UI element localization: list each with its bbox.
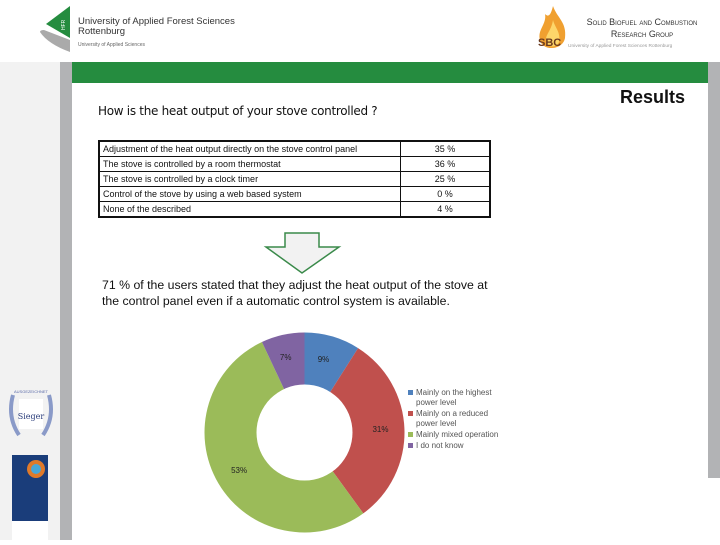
university-subtitle: University of Applied Sciences [78, 42, 145, 48]
table-row [99, 172, 490, 187]
hfr-logo-icon [38, 4, 78, 52]
university-name: University of Applied Forest Sciences Rottenburg [78, 16, 235, 37]
legend-swatch [408, 432, 413, 437]
answer-label: The stove is controlled by a clock timer [99, 172, 401, 187]
summary-text: 71 % of the users stated that they adjust the heat output of the stove at the control panel even if a automatic control system is available. [102, 278, 488, 308]
education-award-badge [12, 455, 48, 540]
legend-swatch [408, 390, 413, 395]
legend-item: Mainly on the highest power level [408, 388, 508, 408]
legend-item: I do not know [408, 441, 508, 451]
flame-icon [535, 4, 571, 56]
answer-label: Adjustment of the heat output directly on the stove control panel [99, 141, 401, 157]
research-group-name: Solid Biofuel and Combustion Research Group [586, 17, 698, 39]
legend-item: Mainly mixed operation [408, 430, 508, 440]
answer-label: None of the described [99, 202, 401, 218]
answer-value: 35 % [401, 141, 491, 157]
slice-label: 31% [372, 425, 389, 435]
table-row [99, 141, 490, 157]
slice-label: 53% [231, 466, 248, 476]
answer-value: 0 % [401, 187, 491, 202]
left-gray-bar [60, 62, 72, 540]
answer-value: 36 % [401, 157, 491, 172]
answer-value: 25 % [401, 172, 491, 187]
answer-value: 4 % [401, 202, 491, 218]
svg-text:AUSGEZEICHNET: AUSGEZEICHNET [13, 389, 49, 394]
legend-item: Mainly on a reduced power level [408, 409, 508, 429]
answer-label: Control of the stove by using a web based system [99, 187, 401, 202]
research-group-subtitle: University of Applied Forest Sciences Rottenburg [568, 44, 673, 49]
answers-table [98, 140, 491, 218]
svg-text:Sieger: Sieger [17, 412, 45, 421]
slice-label: 9% [317, 354, 330, 364]
table-row [99, 187, 490, 202]
down-arrow-icon [263, 231, 343, 275]
answer-label: The stove is controlled by a room thermostat [99, 157, 401, 172]
right-gray-bar [708, 62, 720, 478]
svg-text:SBC: SBC [538, 37, 562, 49]
university-logo [38, 4, 238, 54]
header-green-bar [72, 62, 708, 83]
globe-icon [12, 455, 48, 540]
legend-swatch [408, 411, 413, 416]
page-title: Results [620, 87, 686, 107]
award-seal-icon [5, 385, 57, 450]
sbc-logo [535, 4, 715, 56]
svg-text:HFR: HFR [61, 19, 67, 30]
legend-swatch [408, 443, 413, 448]
slice-label: 7% [279, 353, 292, 363]
chart-legend [408, 388, 508, 452]
survey-question: How is the heat output of your stove controlled ? [98, 104, 378, 118]
table-row [99, 157, 490, 172]
table-row [99, 202, 490, 218]
